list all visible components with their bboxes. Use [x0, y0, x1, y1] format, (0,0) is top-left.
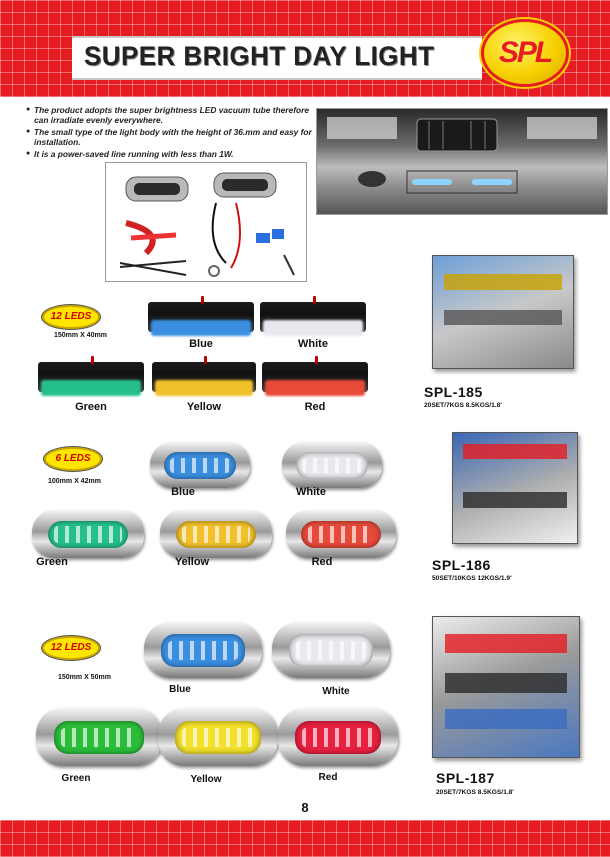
color-label: White: [322, 686, 350, 697]
kit-photo: [105, 162, 307, 282]
packing-info: 50SET/10KGS 12KGS/1.9': [432, 575, 512, 582]
model-number: SPL-185: [424, 384, 483, 400]
package-box-spl-186: [452, 432, 578, 544]
light-pod-white: [282, 442, 382, 488]
light-pod-red: [278, 708, 398, 766]
color-label: Green: [36, 556, 68, 568]
light-pod-blue: [150, 442, 250, 488]
color-label: White: [296, 486, 326, 498]
feature-item: ● The small type of the light body with the height of 36.mm and easy for installation.: [34, 127, 324, 147]
led-count-badge: 12 LEDS: [42, 305, 100, 329]
page-number: 8: [301, 800, 309, 815]
footer-band: [0, 820, 610, 857]
light-strip-green: [38, 362, 144, 392]
light-pod-white: [272, 622, 390, 678]
light-strip-blue: [148, 302, 254, 332]
package-box-spl-187: [432, 616, 580, 758]
package-box-spl-185: [432, 255, 574, 369]
light-strip-white: [260, 302, 366, 332]
light-pod-blue: [144, 622, 262, 678]
dimensions-label: 100mm X 42mm: [48, 478, 101, 485]
packing-info: 20SET/7KGS 8.5KGS/1.8': [424, 402, 502, 409]
dimensions-label: 150mm X 40mm: [54, 332, 107, 339]
model-number: SPL-187: [436, 770, 495, 786]
color-label: Red: [304, 401, 326, 413]
car-photo: [316, 108, 608, 215]
packing-info: 20SET/7KGS 8.5KGS/1.8': [436, 789, 514, 796]
color-label: Red: [318, 772, 338, 783]
led-count-badge: 12 LEDS: [42, 636, 100, 660]
light-pod-green: [32, 510, 144, 558]
feature-item: ● The product adopts the super brightness LED vacuum tube therefore can irradiate evenly everywhere.: [34, 105, 324, 125]
color-label: Yellow: [174, 556, 210, 568]
color-label: Green: [61, 773, 91, 784]
color-label: Green: [75, 401, 107, 413]
brand-logo-text: SPL: [498, 36, 552, 69]
light-strip-red: [262, 362, 368, 392]
color-label: Yellow: [186, 401, 222, 413]
model-number: SPL-186: [432, 557, 491, 573]
color-label: Blue: [189, 338, 213, 350]
dimensions-label: 150mm X 50mm: [58, 674, 111, 681]
light-pod-green: [36, 708, 162, 766]
color-label: Blue: [171, 486, 195, 498]
light-pod-red: [286, 510, 396, 558]
light-pod-yellow: [158, 708, 278, 766]
light-strip-yellow: [152, 362, 256, 392]
color-label: Blue: [169, 684, 191, 695]
feature-item: ● It is a power-saved line running with less than 1W.: [34, 149, 324, 159]
led-count-badge: 6 LEDS: [44, 447, 102, 471]
color-label: Yellow: [190, 774, 222, 785]
car-front-illustration: [317, 109, 607, 214]
color-label: White: [298, 338, 328, 350]
kit-illustration: [106, 163, 306, 281]
page-title: SUPER BRIGHT DAY LIGHT: [84, 41, 435, 71]
light-pod-yellow: [160, 510, 272, 558]
color-label: Red: [311, 556, 333, 568]
